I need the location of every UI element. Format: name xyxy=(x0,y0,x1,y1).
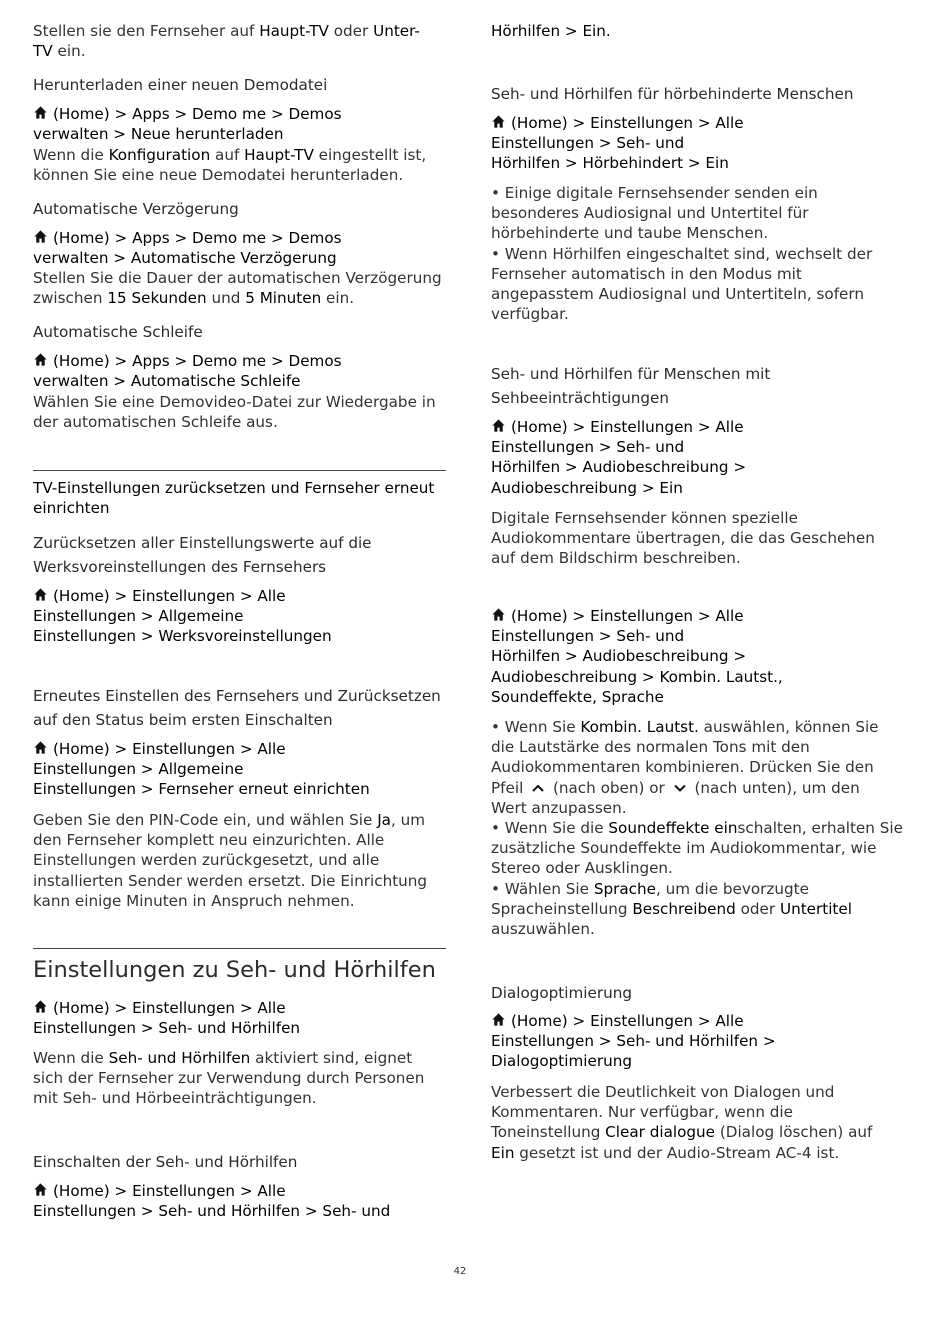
text-line: verfügbar. xyxy=(491,305,569,324)
text-line: Sprache xyxy=(593,879,656,898)
text-line: Seh- und Hörhilfen für hörbehinderte Menschen xyxy=(491,85,854,103)
term: Haupt-TV xyxy=(259,22,329,40)
text-line: Einstellungen > Seh- und xyxy=(491,627,685,646)
text-line: (nach oben) or xyxy=(548,778,670,797)
text-line: die Lautstärke des normalen Tons mit den xyxy=(491,738,810,757)
text-line: Automatische Verzögerung xyxy=(33,200,239,218)
reinstall-body xyxy=(33,810,448,911)
text-line: verwalten xyxy=(33,249,109,268)
accessibility-body xyxy=(33,1048,448,1109)
home-icon xyxy=(491,607,506,622)
text-line: , xyxy=(592,687,602,706)
text-line: Untertitel xyxy=(779,899,852,918)
audio-description-path xyxy=(491,606,911,707)
text-line: > Neue herunterladen xyxy=(108,125,284,144)
text-line: (Home) > Einstellungen > Alle xyxy=(511,607,744,625)
text-line: Pfeil xyxy=(491,778,529,797)
text-line: , um die bevorzugte xyxy=(655,879,809,898)
text-line: Einstellungen > Seh- und Hörhilfen xyxy=(33,1019,301,1038)
text-line: > xyxy=(637,667,660,686)
auto-loop-body xyxy=(33,392,448,432)
text-line: Clear dialogue xyxy=(605,1123,716,1142)
text-line: Wählen Sie eine Demovideo-Datei zur Wiedergabe in xyxy=(33,393,436,411)
text-line: 15 Sekunden xyxy=(107,289,207,308)
text-line: Ein xyxy=(491,1143,515,1162)
text-line: auf den Status beim ersten Einschalten xyxy=(33,711,333,729)
text-line: Einstellungen > Werksvoreinstellungen xyxy=(33,627,332,646)
home-icon xyxy=(33,740,48,755)
text-line: Dialogoptimierung xyxy=(491,1052,632,1071)
download-demo-body xyxy=(33,145,448,185)
text-line: und xyxy=(206,289,246,308)
text-line: (Home) > Apps > Demo me > Demos xyxy=(53,229,342,247)
text-line: Haupt-TV xyxy=(244,146,314,164)
text-line: (Home) > Einstellungen > Alle xyxy=(511,1012,744,1030)
text-line: Stereo oder Ausklingen. xyxy=(491,859,673,878)
text-line: ein. xyxy=(321,289,355,308)
text-line: Hörhilfen > Hörbehindert > Ein xyxy=(491,154,729,173)
text-line: > Ein xyxy=(637,478,683,497)
text-line: • Wählen Sie xyxy=(491,879,594,898)
chevron-up-icon xyxy=(531,782,545,794)
term: Unter- xyxy=(373,22,420,40)
hearing-impaired-path xyxy=(491,113,911,174)
text-line: Sprache xyxy=(601,687,664,706)
home-icon xyxy=(33,105,48,120)
text-line: Soundeffekte xyxy=(491,687,593,706)
home-icon xyxy=(491,1012,506,1027)
text-line: • Wenn Hörhilfen eingeschaltet sind, wechselt der xyxy=(491,244,873,263)
text-line: aktiviert sind, eignet xyxy=(250,1049,413,1067)
text-line: einrichten xyxy=(33,499,110,518)
text-line: Einstellungen > Seh- und xyxy=(491,134,685,153)
home-icon xyxy=(491,418,506,433)
text-line: hörbehinderte und taube Menschen. xyxy=(491,224,769,243)
text-line: , xyxy=(777,667,783,686)
text-line: (nach unten), um den xyxy=(689,778,860,797)
hearing-impaired-title xyxy=(491,82,911,106)
text-line: Einstellungen zu Seh- und Hörhilfen xyxy=(33,957,436,983)
text-line: auswählen, können Sie xyxy=(698,718,879,736)
text-line: (Home) > Einstellungen > Alle xyxy=(53,1182,286,1200)
text-line: Verbessert die Deutlichkeit von Dialogen und xyxy=(491,1083,835,1101)
text-line: (Home) > Einstellungen > Alle xyxy=(53,587,286,605)
text-line: auf xyxy=(210,146,245,164)
text-line: oder xyxy=(735,899,780,918)
reinstall-title xyxy=(33,684,448,732)
home-icon xyxy=(491,114,506,129)
text-line: Automatische Schleife xyxy=(33,323,203,341)
text: oder xyxy=(328,22,374,40)
text-line: Einstellungen > Allgemeine xyxy=(33,607,244,626)
enable-access-title xyxy=(33,1150,448,1174)
text-line: Fernseher automatisch in den Modus mit xyxy=(491,264,802,283)
text-line: Audiobeschreibung xyxy=(491,667,638,686)
text-line: Werksvoreinstellungen des Fernsehers xyxy=(33,558,327,576)
text-line: besonderes Audiosignal und Untertitel für xyxy=(491,204,809,223)
reinstall-path xyxy=(33,739,448,800)
dialogue-enhancement-title xyxy=(491,981,911,1005)
download-demo-title xyxy=(33,73,448,97)
text-line: Zurücksetzen aller Einstellungswerte auf die xyxy=(33,534,372,552)
text-line: eingestellt ist, xyxy=(313,146,427,164)
text-line: der automatischen Schleife aus. xyxy=(33,413,278,432)
hearing-impaired-body xyxy=(491,183,911,324)
enable-access-path xyxy=(33,1181,448,1221)
text-line: schalten, erhalten Sie xyxy=(737,819,903,838)
chevron-down-icon xyxy=(673,782,687,794)
reset-section-title xyxy=(33,478,448,518)
page-number: 42 xyxy=(453,1266,467,1277)
auto-delay-path xyxy=(33,228,448,268)
text-line: > Automatische Schleife xyxy=(108,372,301,391)
section-divider xyxy=(33,470,446,471)
download-demo-path xyxy=(33,104,448,144)
text-line: Audiobeschreibung xyxy=(491,478,638,497)
text-line: (Home) > Einstellungen > Alle xyxy=(511,418,744,436)
text-line: Seh- und Hörhilfen für Menschen mit xyxy=(491,365,771,383)
home-icon xyxy=(33,1182,48,1197)
text-line: Kombin. Lautst. xyxy=(580,718,699,736)
text-line: Ja xyxy=(377,811,391,829)
dialogue-enhancement-body xyxy=(491,1082,911,1163)
text: ein. xyxy=(52,42,86,61)
text-line: Hörhilfen > Audiobeschreibung xyxy=(491,647,729,666)
text-line: > xyxy=(728,647,747,666)
text-line: 5 Minuten xyxy=(245,289,322,308)
text-line: > xyxy=(758,1032,776,1051)
text-line: Dialogoptimierung xyxy=(491,984,632,1002)
term: TV xyxy=(33,42,53,61)
text-line: Kommentaren. Nur verfügbar, wenn die xyxy=(491,1103,793,1122)
enable-access-path-cont xyxy=(491,21,911,41)
home-icon xyxy=(33,587,48,602)
text-line: sich der Fernseher zur Verwendung durch Personen xyxy=(33,1069,425,1088)
text-line: (Home) > Einstellungen > Alle xyxy=(53,999,286,1017)
text-line: (Home) > Einstellungen > Alle xyxy=(53,740,286,758)
text-line: Hörhilfen > Audiobeschreibung xyxy=(491,458,729,477)
text-line: Toneinstellung xyxy=(491,1123,606,1142)
visual-impaired-path xyxy=(491,417,911,498)
text-line: Einstellungen > Allgemeine xyxy=(33,760,244,779)
text-line: angepasstem Audiosignal und Untertiteln, sofern xyxy=(491,285,865,304)
text-line: Geben Sie den PIN-Code ein, und wählen Sie xyxy=(33,811,378,829)
intro-paragraph xyxy=(33,21,448,61)
visual-impaired-title xyxy=(491,362,911,410)
text-line: Wenn die xyxy=(33,1049,109,1067)
text: Stellen sie den Fernseher auf xyxy=(33,22,260,40)
text-line: Einstellungen > Fernseher erneut einrichten xyxy=(33,780,370,799)
visual-impaired-body xyxy=(491,508,911,569)
text-line: (Home) > Apps > Demo me > Demos xyxy=(53,352,342,370)
factory-reset-title xyxy=(33,531,448,579)
factory-reset-path xyxy=(33,586,448,647)
text-line: den Fernseher komplett neu einzurichten. Alle xyxy=(33,831,385,850)
text-line: Wert anzupassen. xyxy=(491,798,627,817)
text-line: zwischen xyxy=(33,289,108,308)
text-line: zusätzliche Soundeffekte im Audiokommentar, wie xyxy=(491,839,877,858)
text-line: > Automatische Verzögerung xyxy=(108,249,337,268)
accessibility-path xyxy=(33,998,448,1038)
text-line: > xyxy=(728,458,747,477)
section-divider xyxy=(33,948,446,949)
home-icon xyxy=(33,229,48,244)
text-line: verwalten xyxy=(33,372,109,391)
text-line: Seh- und Hörhilfen xyxy=(108,1049,251,1067)
text-line: Einstellungen > Seh- und Hörhilfen > Seh- und xyxy=(33,1202,391,1221)
text-line: (Home) > Apps > Demo me > Demos xyxy=(53,105,342,123)
audio-description-body xyxy=(491,717,911,939)
text-line: auszuwählen. xyxy=(491,920,595,939)
home-icon xyxy=(33,352,48,367)
text-line: Audiokommentare übertragen, die das Geschehen xyxy=(491,529,875,548)
text-line: , um xyxy=(390,811,426,829)
text-line: Spracheinstellung xyxy=(491,899,633,918)
text-line: TV-Einstellungen zurücksetzen und Fernseher erneut xyxy=(33,479,435,497)
text-line: Einstellungen > Seh- und Hörhilfen xyxy=(491,1032,759,1051)
text-line: Hörhilfen > Ein. xyxy=(491,22,611,40)
text-line: Beschreibend xyxy=(632,899,736,918)
text-line: verwalten xyxy=(33,125,109,144)
home-icon xyxy=(33,999,48,1014)
text-line: Stellen Sie die Dauer der automatischen Verzögerung xyxy=(33,269,442,287)
text-line: installierten Sender werden ersetzt. Die Einrichtung xyxy=(33,871,428,890)
accessibility-heading xyxy=(33,955,448,985)
auto-delay-body xyxy=(33,268,448,308)
text-line: Einschalten der Seh- und Hörhilfen xyxy=(33,1153,298,1171)
text-line: Kombin. Lautst. xyxy=(659,667,778,686)
text-line: können Sie eine neue Demodatei herunterladen. xyxy=(33,166,404,185)
text-line: • Wenn Sie xyxy=(491,718,581,736)
text-line: gesetzt ist und der Audio-Stream AC-4 ist. xyxy=(514,1143,840,1162)
text-line: mit Seh- und Hörbeeinträchtigungen. xyxy=(33,1089,317,1108)
text-line: Einstellungen werden zurückgesetzt, und alle xyxy=(33,851,380,870)
text-line: Konfiguration xyxy=(108,146,211,164)
text-line: Audiokommentaren kombinieren. Drücken Sie den xyxy=(491,758,874,777)
text-line: auf dem Bildschirm beschreiben. xyxy=(491,549,741,568)
text-line: • Einige digitale Fernsehsender senden ein xyxy=(491,184,818,202)
text-line: Soundeffekte ein xyxy=(608,819,738,838)
text-line: Herunterladen einer neuen Demodatei xyxy=(33,76,328,94)
text-line: Wenn die xyxy=(33,146,109,164)
text-line: Digitale Fernsehsender können spezielle xyxy=(491,509,798,527)
text-line: Sehbeeinträchtigungen xyxy=(491,389,669,407)
text-line: • Wenn Sie die xyxy=(491,819,609,838)
text-line: Einstellungen > Seh- und xyxy=(491,438,685,457)
text-line: (Dialog löschen) auf xyxy=(715,1123,873,1142)
auto-loop-path xyxy=(33,351,448,391)
auto-loop-title xyxy=(33,320,448,344)
text-line: (Home) > Einstellungen > Alle xyxy=(511,114,744,132)
text-line: Erneutes Einstellen des Fernsehers und Zurücksetzen xyxy=(33,687,441,705)
dialogue-enhancement-path xyxy=(491,1011,911,1072)
text-line: kann einige Minuten in Anspruch nehmen. xyxy=(33,891,355,910)
auto-delay-title xyxy=(33,197,448,221)
